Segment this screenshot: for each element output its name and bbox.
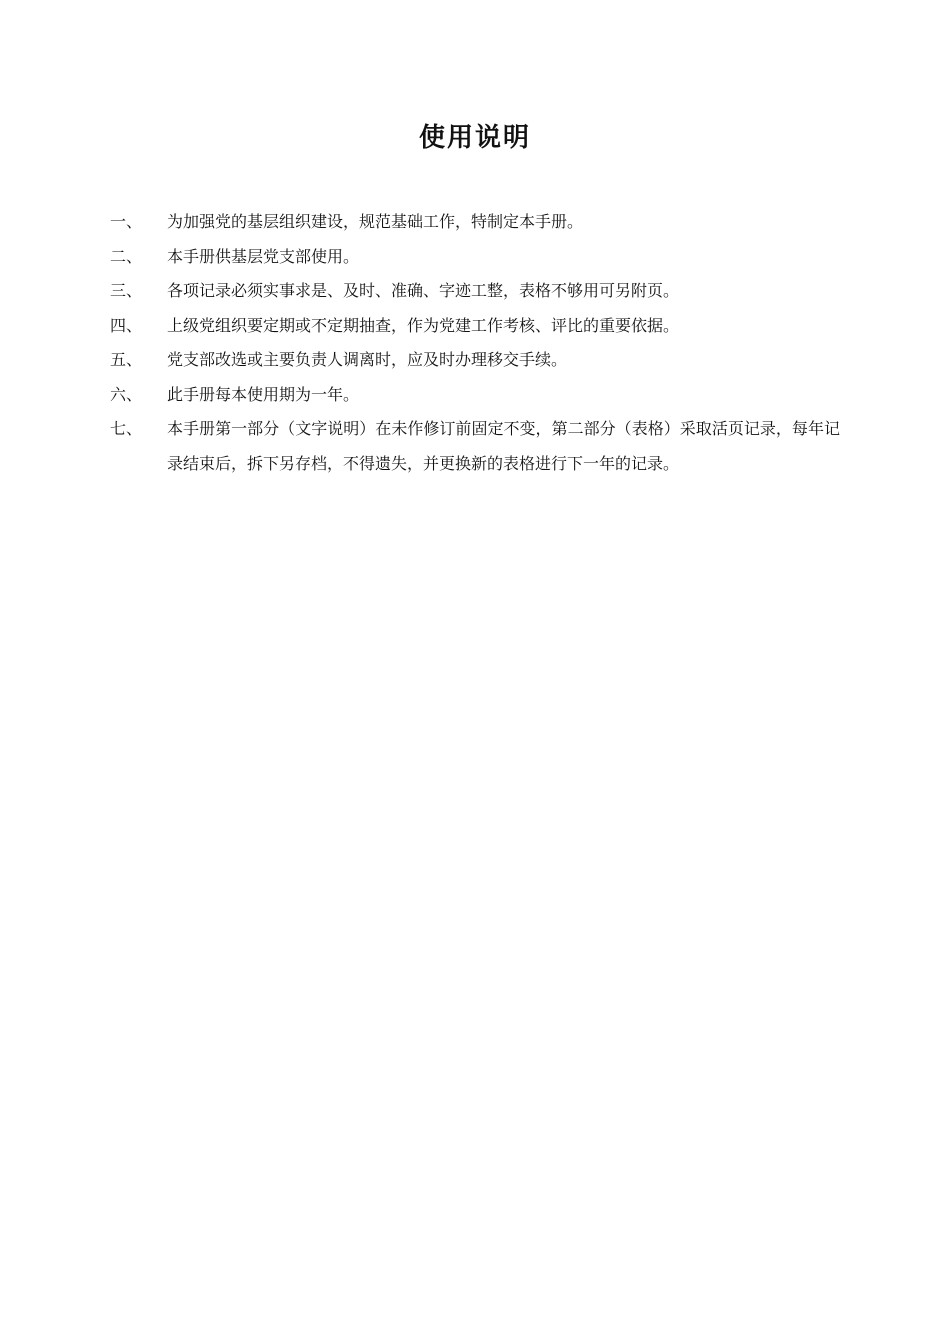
instruction-list <box>110 205 840 481</box>
item-number: 五、 <box>110 350 143 369</box>
list-item <box>110 343 840 378</box>
item-number: 三、 <box>110 281 143 300</box>
item-text: 为加强党的基层组织建设，规范基础工作，特制定本手册。 <box>167 212 584 231</box>
item-number: 六、 <box>110 384 143 404</box>
page-title: 使用说明 <box>418 123 531 153</box>
list-item <box>110 240 840 275</box>
list-item <box>110 309 840 344</box>
list-item <box>110 412 840 481</box>
item-number: 二、 <box>110 246 143 266</box>
item-text: 各项记录必须实事求是、及时、准确、字迹工整，表格不够用可另附页。 <box>167 281 680 300</box>
list-item <box>110 205 840 240</box>
item-number: 四、 <box>110 315 143 335</box>
item-text: 党支部改选或主要负责人调离时，应及时办理移交手续。 <box>167 350 568 369</box>
list-item <box>110 378 840 413</box>
list-item <box>110 274 840 309</box>
item-text: 本手册第一部分（文字说明）在未作修订前固定不变，第二部分（表格）采取活页记录，每年记录结束后，拆下另存档，不得遗失，并更换新的表格进行下一年的记录。 <box>167 419 840 473</box>
item-text: 上级党组织要定期或不定期抽查，作为党建工作考核、评比的重要依据。 <box>167 315 680 335</box>
item-text: 此手册每本使用期为一年。 <box>167 384 360 404</box>
item-number: 七、 <box>110 419 143 438</box>
item-number: 一、 <box>110 212 143 231</box>
item-text: 本手册供基层党支部使用。 <box>167 246 360 266</box>
